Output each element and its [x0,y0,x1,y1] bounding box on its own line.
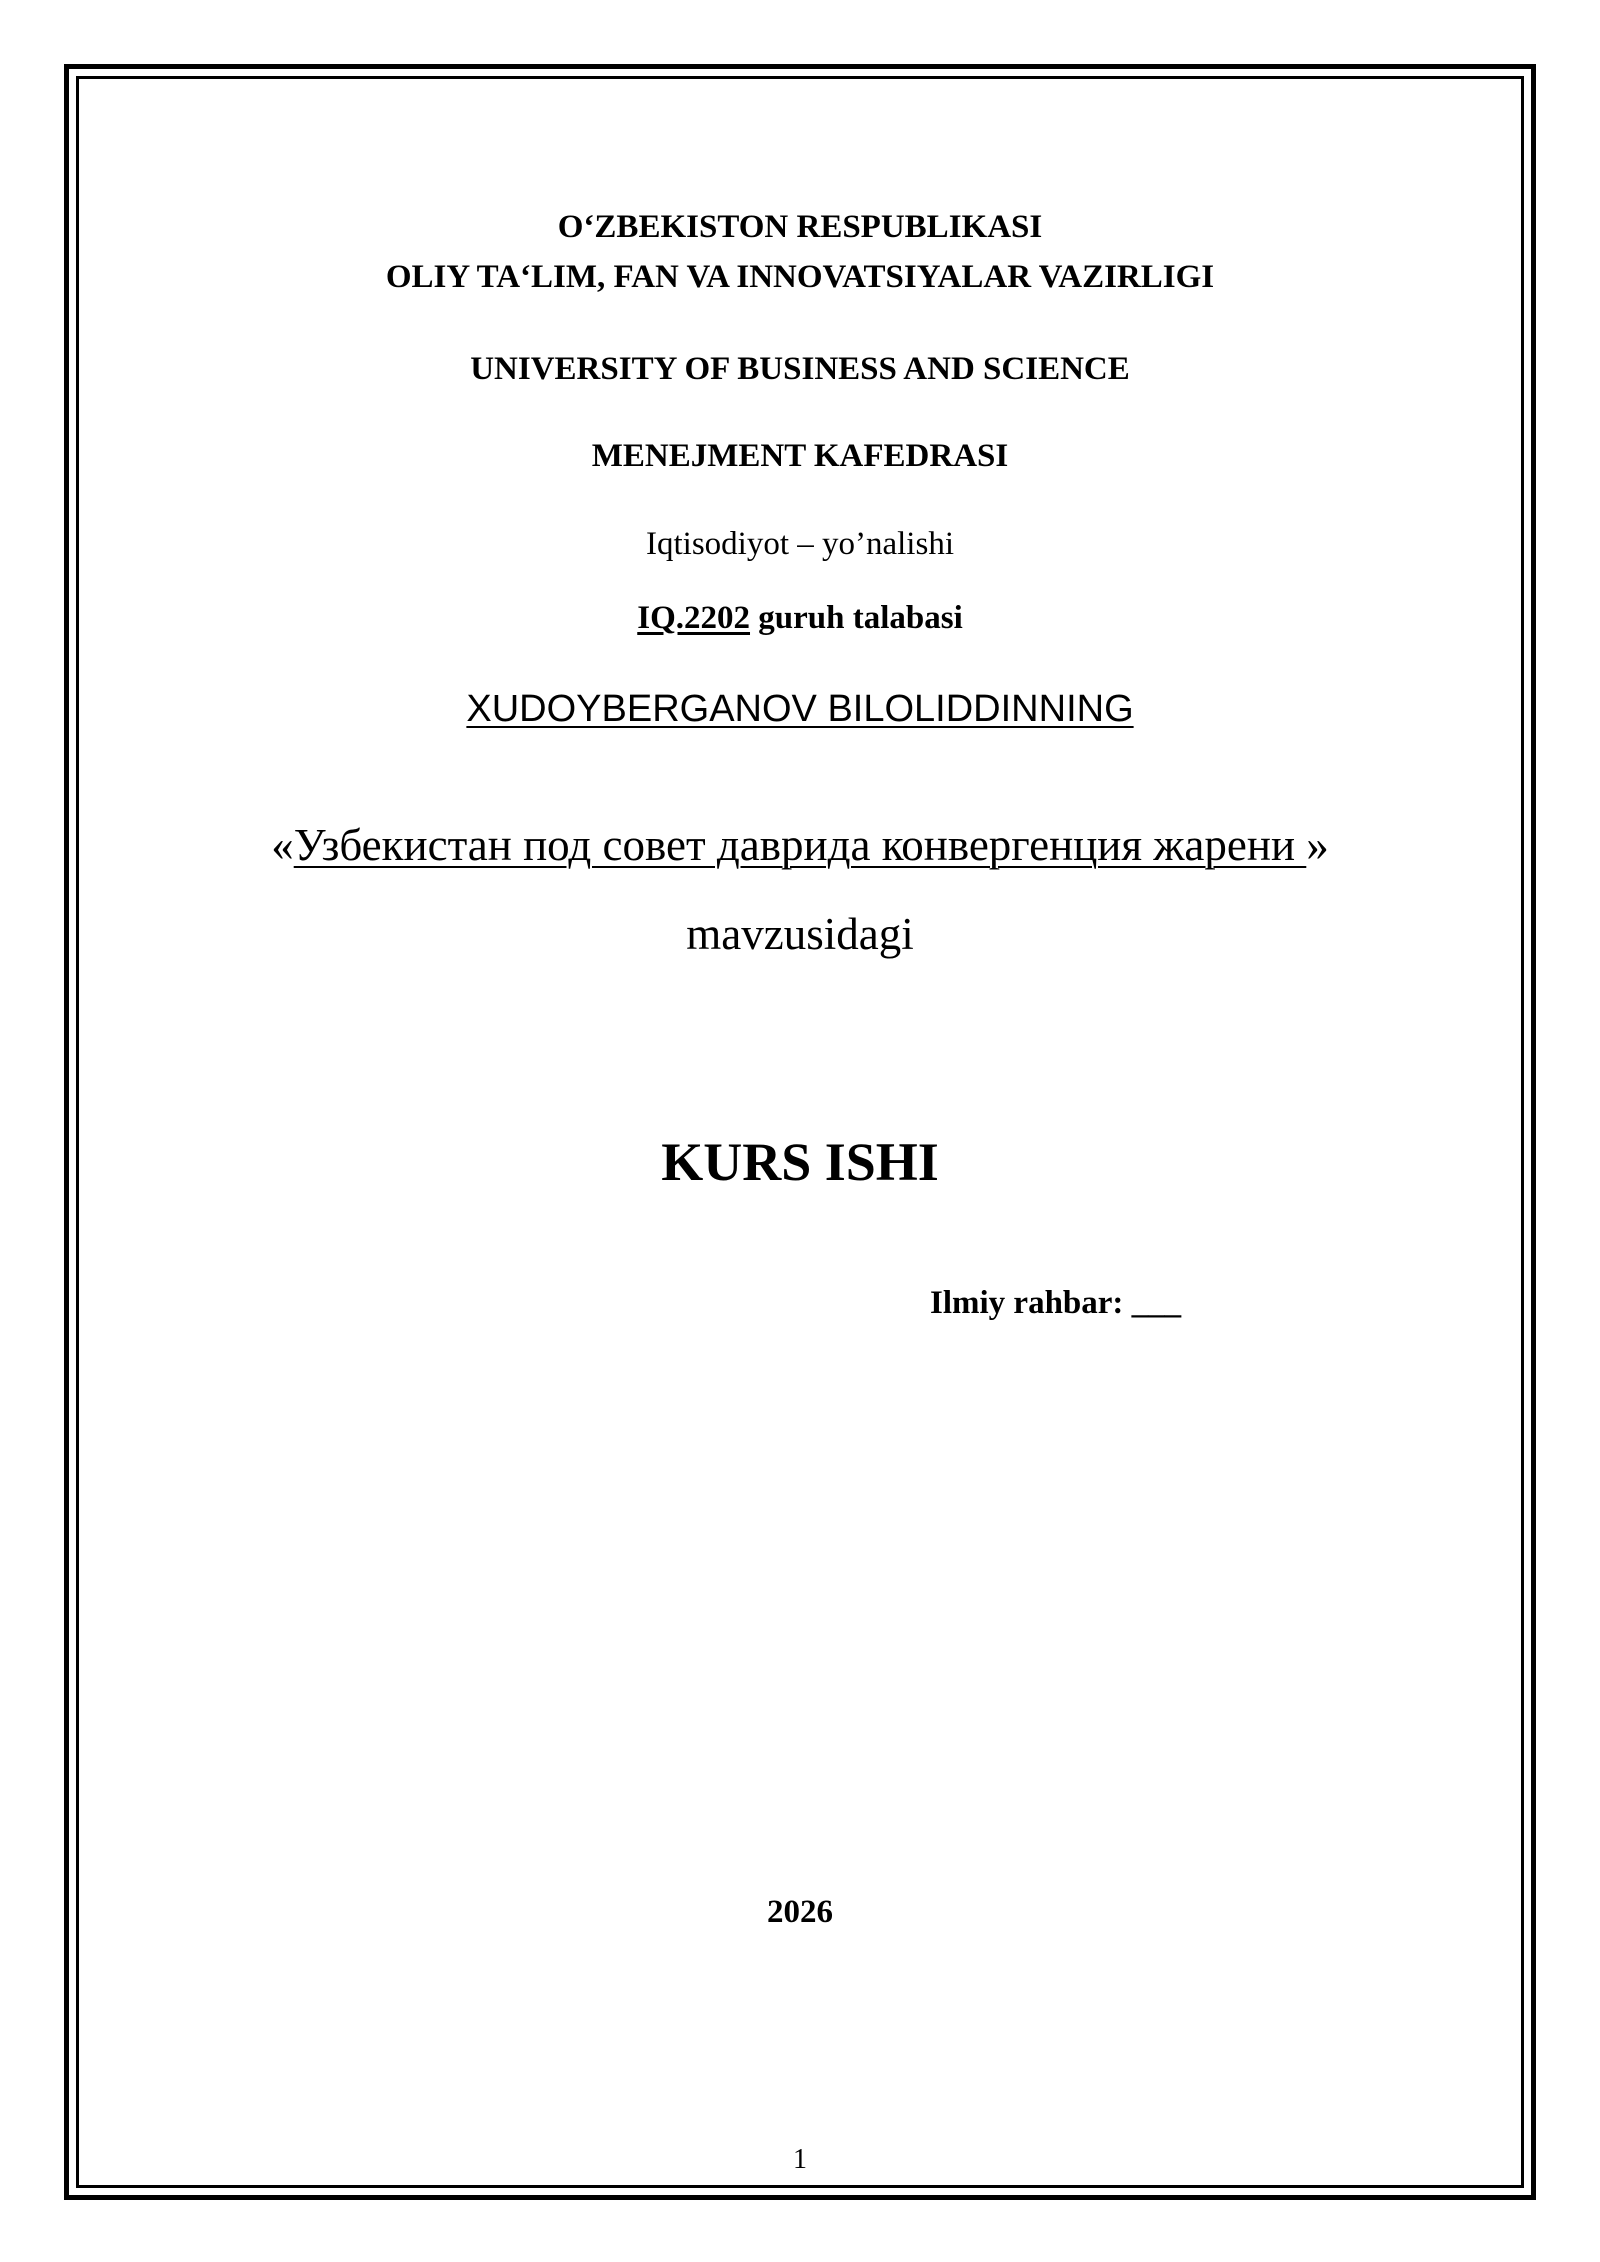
ministry-line-2: OLIY TA‘LIM, FAN VA INNOVATSIYALAR VAZIRLIGI [385,259,1215,295]
topic-close-quote: » [1306,820,1329,870]
topic-title: Узбекистан под совет даврида конвергенция жарени [293,820,1307,870]
topic-open-quote: « [271,820,294,870]
student-name-line [0,690,1600,728]
department-name: MENEJMENT KAFEDRASI [591,438,1009,474]
group-line [0,602,1600,635]
university-name: UNIVERSITY OF BUSINESS AND SCIENCE [470,351,1130,387]
group-suffix: guruh talabasi [750,600,963,636]
year: 2026 [767,1894,833,1930]
topic-suffix: mavzusidagi [686,909,914,959]
supervisor-line: Ilmiy rahbar: ___ [930,1285,1182,1321]
work-title: KURS ISHI [661,1132,939,1192]
ministry-line-1: O‘ZBEKISTON RESPUBLIKASI [557,209,1043,245]
student-name: XUDOYBERGANOV BILOLIDDINNING [466,688,1134,730]
page-number: 1 [793,2144,807,2175]
group-code: IQ.2202 [637,600,751,636]
topic-line [0,820,1600,870]
study-direction: Iqtisodiyot – yo’nalishi [646,526,954,562]
